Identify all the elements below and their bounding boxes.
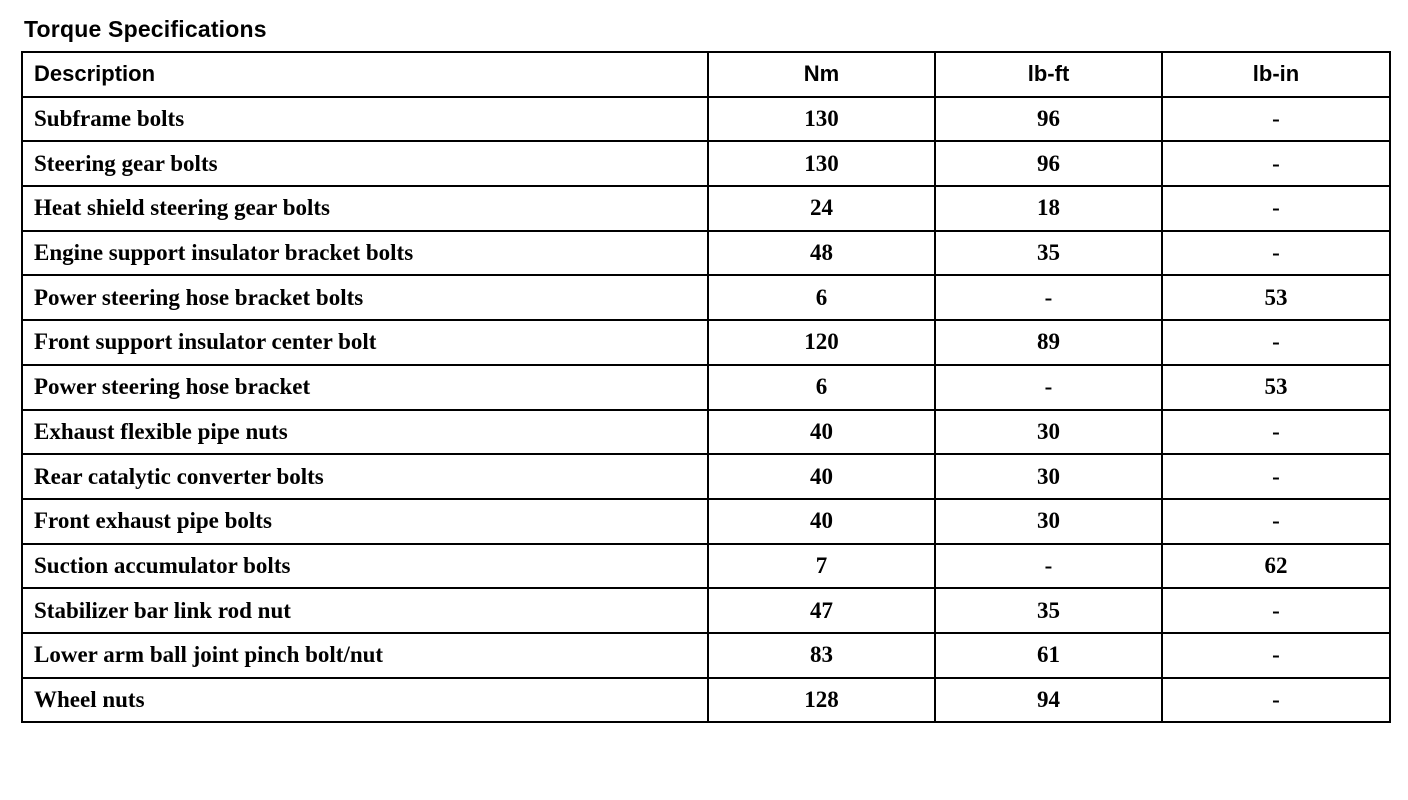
cell-description: Power steering hose bracket — [22, 365, 708, 410]
cell-lb-in: - — [1162, 633, 1390, 678]
cell-description: Heat shield steering gear bolts — [22, 186, 708, 231]
column-header-lb-in: lb-in — [1162, 52, 1390, 97]
cell-lb-ft: 89 — [935, 320, 1162, 365]
cell-lb-in: - — [1162, 97, 1390, 142]
cell-description: Exhaust flexible pipe nuts — [22, 410, 708, 455]
cell-lb-ft: 30 — [935, 410, 1162, 455]
cell-lb-ft: 35 — [935, 588, 1162, 633]
cell-lb-in: - — [1162, 410, 1390, 455]
cell-nm: 40 — [708, 454, 935, 499]
cell-description: Rear catalytic converter bolts — [22, 454, 708, 499]
table-row — [22, 231, 1390, 276]
cell-nm: 7 — [708, 544, 935, 589]
table-row — [22, 544, 1390, 589]
cell-lb-in: - — [1162, 186, 1390, 231]
torque-spec-table — [21, 51, 1391, 723]
cell-lb-ft: - — [935, 275, 1162, 320]
cell-lb-in: - — [1162, 231, 1390, 276]
page-title: Torque Specifications — [24, 16, 267, 42]
cell-nm: 40 — [708, 410, 935, 455]
cell-nm: 130 — [708, 141, 935, 186]
cell-description: Stabilizer bar link rod nut — [22, 588, 708, 633]
cell-nm: 83 — [708, 633, 935, 678]
cell-lb-ft: 96 — [935, 97, 1162, 142]
cell-nm: 40 — [708, 499, 935, 544]
cell-lb-ft: - — [935, 365, 1162, 410]
cell-description: Lower arm ball joint pinch bolt/nut — [22, 633, 708, 678]
table-row — [22, 678, 1390, 723]
column-header-nm: Nm — [708, 52, 935, 97]
cell-lb-in: - — [1162, 454, 1390, 499]
table-row — [22, 97, 1390, 142]
cell-lb-ft: 96 — [935, 141, 1162, 186]
table-header-row — [22, 52, 1390, 97]
cell-description: Engine support insulator bracket bolts — [22, 231, 708, 276]
cell-nm: 6 — [708, 275, 935, 320]
cell-description: Suction accumulator bolts — [22, 544, 708, 589]
cell-lb-in: 62 — [1162, 544, 1390, 589]
cell-lb-in: - — [1162, 499, 1390, 544]
column-header-lb-ft: lb-ft — [935, 52, 1162, 97]
cell-lb-ft: 30 — [935, 454, 1162, 499]
cell-lb-in: - — [1162, 320, 1390, 365]
table-row — [22, 186, 1390, 231]
cell-description: Front support insulator center bolt — [22, 320, 708, 365]
cell-nm: 24 — [708, 186, 935, 231]
table-row — [22, 365, 1390, 410]
cell-nm: 48 — [708, 231, 935, 276]
cell-lb-ft: 18 — [935, 186, 1162, 231]
cell-nm: 6 — [708, 365, 935, 410]
table-row — [22, 320, 1390, 365]
cell-nm: 47 — [708, 588, 935, 633]
cell-lb-in: 53 — [1162, 365, 1390, 410]
cell-description: Power steering hose bracket bolts — [22, 275, 708, 320]
cell-lb-in: - — [1162, 141, 1390, 186]
table-row — [22, 588, 1390, 633]
cell-description: Steering gear bolts — [22, 141, 708, 186]
cell-nm: 128 — [708, 678, 935, 723]
cell-lb-in: - — [1162, 678, 1390, 723]
cell-description: Subframe bolts — [22, 97, 708, 142]
cell-nm: 120 — [708, 320, 935, 365]
cell-lb-ft: - — [935, 544, 1162, 589]
column-header-description: Description — [22, 52, 708, 97]
cell-description: Wheel nuts — [22, 678, 708, 723]
table-row — [22, 454, 1390, 499]
table-row — [22, 410, 1390, 455]
cell-lb-ft: 61 — [935, 633, 1162, 678]
cell-lb-in: - — [1162, 588, 1390, 633]
cell-description: Front exhaust pipe bolts — [22, 499, 708, 544]
table-row — [22, 141, 1390, 186]
cell-lb-ft: 35 — [935, 231, 1162, 276]
table-row — [22, 499, 1390, 544]
cell-nm: 130 — [708, 97, 935, 142]
cell-lb-in: 53 — [1162, 275, 1390, 320]
cell-lb-ft: 30 — [935, 499, 1162, 544]
table-row — [22, 633, 1390, 678]
table-row — [22, 275, 1390, 320]
cell-lb-ft: 94 — [935, 678, 1162, 723]
